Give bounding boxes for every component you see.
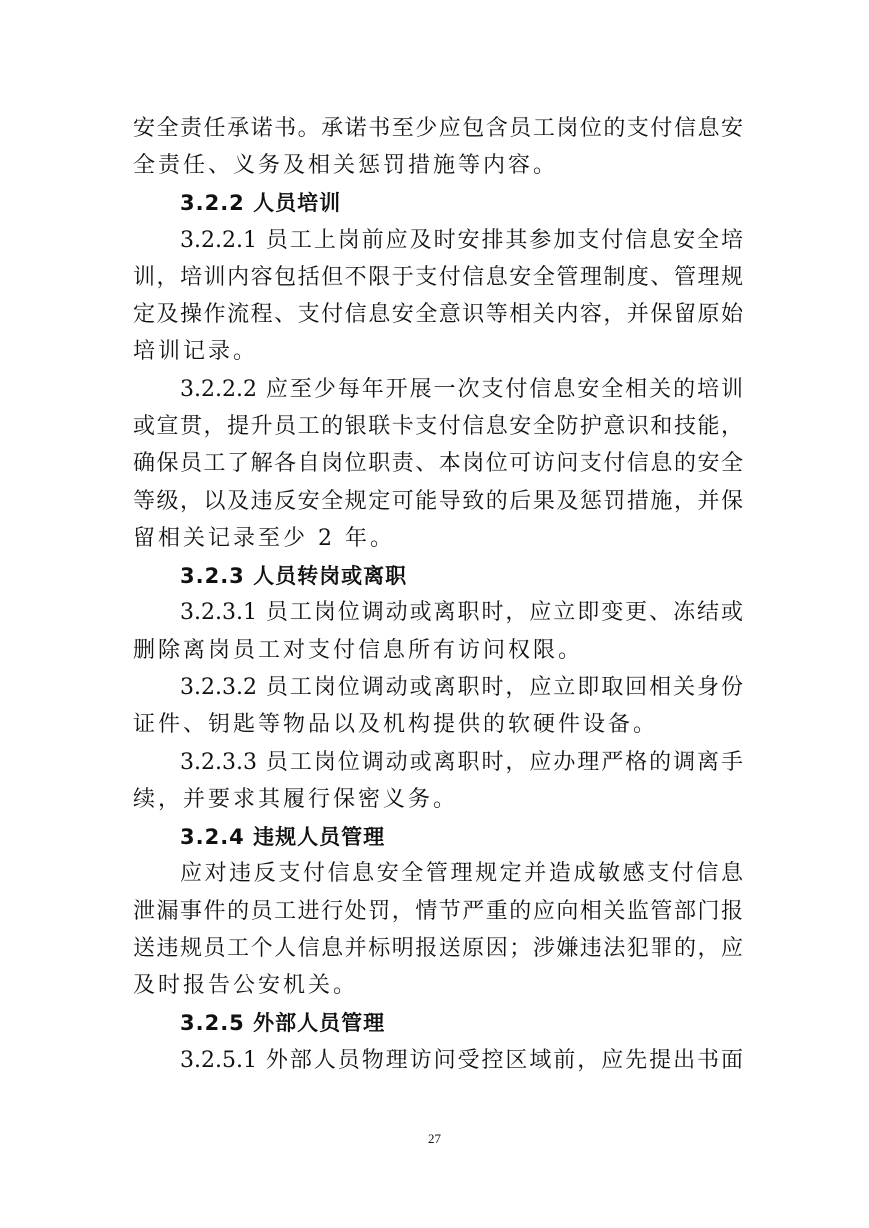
section-heading-3-2-4: 3.2.4 违规人员管理: [180, 825, 386, 849]
text-line: 等级，以及违反安全规定可能导致的后果及惩罚措施，并保: [133, 489, 743, 514]
text-line: 安全责任承诺书。承诺书至少应包含员工岗位的支付信息安: [133, 116, 743, 141]
section-heading-3-2-2: 3.2.2 人员培训: [180, 191, 342, 215]
text-line: 删除离岗员工对支付信息所有访问权限。: [133, 638, 584, 663]
text-line: 证件、钥匙等物品以及机构提供的软硬件设备。: [133, 712, 659, 737]
text-line: 泄漏事件的员工进行处罚，情节严重的应向相关监管部门报: [133, 899, 743, 924]
text-line: 全责任、义务及相关惩罚措施等内容。: [133, 153, 559, 178]
text-line: 3.2.2.2 应至少每年开展一次支付信息安全相关的培训: [180, 377, 743, 402]
text-line: 3.2.3.1 员工岗位调动或离职时，应立即变更、冻结或: [180, 600, 743, 625]
text-line: 培训记录。: [133, 339, 259, 364]
section-heading-3-2-5: 3.2.5 外部人员管理: [180, 1011, 386, 1035]
text-line: 3.2.3.2 员工岗位调动或离职时，应立即取回相关身份: [180, 675, 743, 700]
text-line: 送违规员工个人信息并标明报送原因；涉嫌违法犯罪的，应: [133, 936, 743, 961]
text-line: 留相关记录至少 2 年。: [133, 526, 395, 551]
text-line: 训，培训内容包括但不限于支付信息安全管理制度、管理规: [133, 265, 743, 290]
text-line: 及时报告公安机关。: [133, 973, 359, 998]
text-line: 3.2.5.1 外部人员物理访问受控区域前，应先提出书面: [180, 1048, 743, 1073]
page-number: 27: [428, 1131, 441, 1146]
text-line: 应对违反支付信息安全管理规定并造成敏感支付信息: [180, 861, 743, 886]
text-line: 3.2.2.1 员工上岗前应及时安排其参加支付信息安全培: [180, 228, 743, 253]
text-line: 续，并要求其履行保密义务。: [133, 787, 459, 812]
text-line: 或宣贯，提升员工的银联卡支付信息安全防护意识和技能，: [133, 414, 743, 439]
text-line: 确保员工了解各自岗位职责、本岗位可访问支付信息的安全: [133, 451, 743, 476]
text-line: 3.2.3.3 员工岗位调动或离职时，应办理严格的调离手: [180, 750, 743, 775]
text-line: 定及操作流程、支付信息安全意识等相关内容，并保留原始: [133, 302, 743, 327]
section-heading-3-2-3: 3.2.3 人员转岗或离职: [180, 564, 408, 588]
